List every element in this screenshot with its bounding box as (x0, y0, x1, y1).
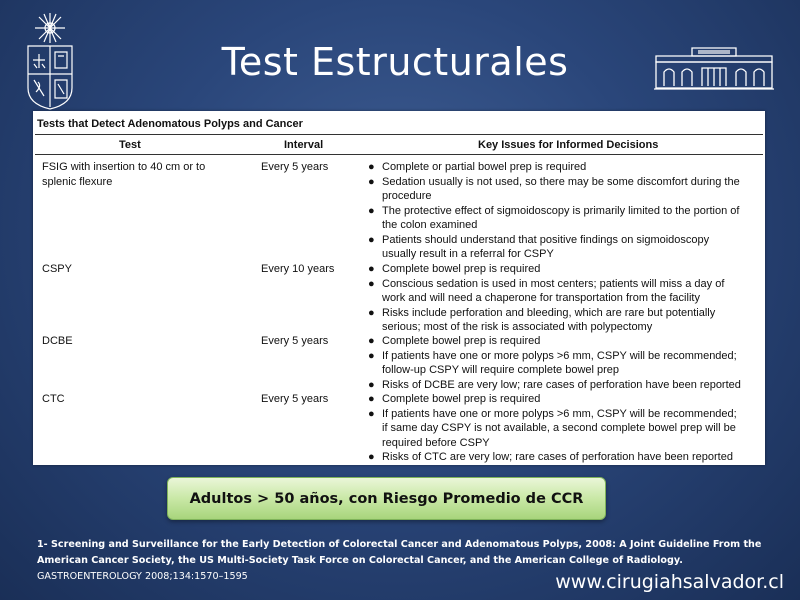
key-issue-line: required before CSPY (382, 436, 490, 449)
key-issue-line: Complete bowel prep is required (382, 393, 541, 405)
bullet-dot-icon: ● (368, 407, 375, 420)
key-issue-line: Complete bowel prep is required (382, 335, 541, 347)
test-name-line: FSIG with insertion to 40 cm or to (42, 161, 206, 173)
bullet-dot-icon: ● (368, 335, 375, 347)
building-facade-icon (652, 42, 776, 92)
key-issue-line: Sedation usually is not used, so there may be some discomfort during the (382, 175, 740, 188)
key-issue-bullet (368, 175, 763, 204)
slide-title: Test Estructurales (221, 40, 569, 84)
key-issue-line: Risks of CTC are very low; rare cases of perforation have been reported (382, 451, 733, 463)
key-issue-line: procedure (382, 190, 432, 202)
row-test-name (42, 392, 232, 407)
key-issue-bullet (368, 334, 763, 349)
bullet-dot-icon: ● (368, 263, 375, 275)
key-issue-line: the colon examined (382, 219, 478, 231)
header-key-issues: Key Issues for Informed Decisions (478, 139, 659, 151)
citation-journal: GASTROENTEROLOGY 2008;134:1570–1595 (37, 571, 248, 582)
key-issue-bullet (368, 262, 763, 277)
key-issue-line: The protective effect of sigmoidoscopy is primarily limited to the portion of (382, 204, 740, 217)
key-issue-bullet (368, 349, 763, 378)
key-issue-line: Conscious sedation is used in most centers; patients will miss a day of (382, 277, 725, 290)
row-interval: Every 5 years (261, 161, 329, 173)
callout-text: Adultos > 50 años, con Riesgo Promedio de CCR (189, 490, 584, 507)
header-test: Test (119, 139, 141, 151)
bullet-dot-icon: ● (368, 277, 375, 290)
test-name-line: splenic flexure (42, 175, 113, 188)
key-issue-line: Patients should understand that positive findings on sigmoidoscopy (382, 233, 710, 246)
guideline-table (33, 111, 765, 465)
key-issue-line: If patients have one or more polyps >6 mm, CSPY will be recommended; (382, 349, 737, 362)
citation-reference: 1- Screening and Surveillance for the Early Detection of Colorectal Cancer and Adenomatous Polyps, 2008: A Joint Guideline From the American Cancer Society, the US Multi-Society Task Force on Colorectal Cancer, and the American College of Radiology. (37, 539, 762, 566)
test-name-line: CSPY (42, 263, 72, 275)
row-test-name (42, 262, 232, 277)
key-issue-line: Complete bowel prep is required (382, 263, 541, 275)
key-issue-line: if same day CSPY is not available, a second complete bowel prep will be (382, 422, 736, 434)
university-seal-icon (24, 10, 76, 110)
key-issue-bullet (368, 160, 763, 175)
table-rule-top (35, 134, 763, 135)
test-name-line: DCBE (42, 335, 73, 347)
key-issue-line: Risks of DCBE are very low; rare cases of perforation have been reported (382, 378, 741, 391)
row-test-name (42, 160, 232, 189)
key-issue-line: Risks include perforation and bleeding, which are rare but potentially (382, 306, 716, 319)
key-issue-bullet (368, 233, 763, 262)
bullet-dot-icon: ● (368, 233, 375, 246)
test-name-line: CTC (42, 393, 65, 405)
bullet-dot-icon: ● (368, 349, 375, 362)
row-interval: Every 5 years (261, 335, 329, 347)
key-issue-bullet (368, 378, 763, 393)
header-interval: Interval (284, 139, 324, 151)
key-issue-line: work and will need a chaperone for transportation from the facility (382, 292, 700, 304)
key-issue-bullet (368, 277, 763, 306)
bullet-dot-icon: ● (368, 175, 375, 188)
bullet-dot-icon: ● (368, 451, 375, 463)
bullet-dot-icon: ● (368, 378, 375, 391)
website-url: www.cirugiahsalvador.cl (555, 571, 784, 593)
table-title: Tests that Detect Adenomatous Polyps and Cancer (37, 118, 303, 130)
key-issue-line: usually result in a referral for CSPY (382, 248, 554, 260)
row-interval: Every 5 years (261, 393, 329, 405)
bullet-dot-icon: ● (368, 204, 375, 217)
key-issue-line: follow-up CSPY will require complete bowel prep (382, 364, 620, 376)
row-interval: Every 10 years (261, 263, 335, 275)
bullet-dot-icon: ● (368, 161, 375, 173)
key-issue-line: serious; most of the risk is associated with polypectomy (382, 321, 653, 333)
risk-callout-box (167, 477, 606, 520)
key-issue-bullet (368, 407, 763, 451)
table-rule-header (35, 154, 763, 155)
bullet-dot-icon: ● (368, 306, 375, 319)
row-test-name (42, 334, 232, 349)
key-issue-bullet (368, 450, 763, 465)
key-issue-line: Complete or partial bowel prep is required (382, 161, 587, 173)
key-issue-bullet (368, 306, 763, 335)
key-issue-bullet (368, 204, 763, 233)
bullet-dot-icon: ● (368, 393, 375, 405)
key-issue-bullet (368, 392, 763, 407)
key-issue-line: If patients have one or more polyps >6 mm, CSPY will be recommended; (382, 407, 737, 420)
